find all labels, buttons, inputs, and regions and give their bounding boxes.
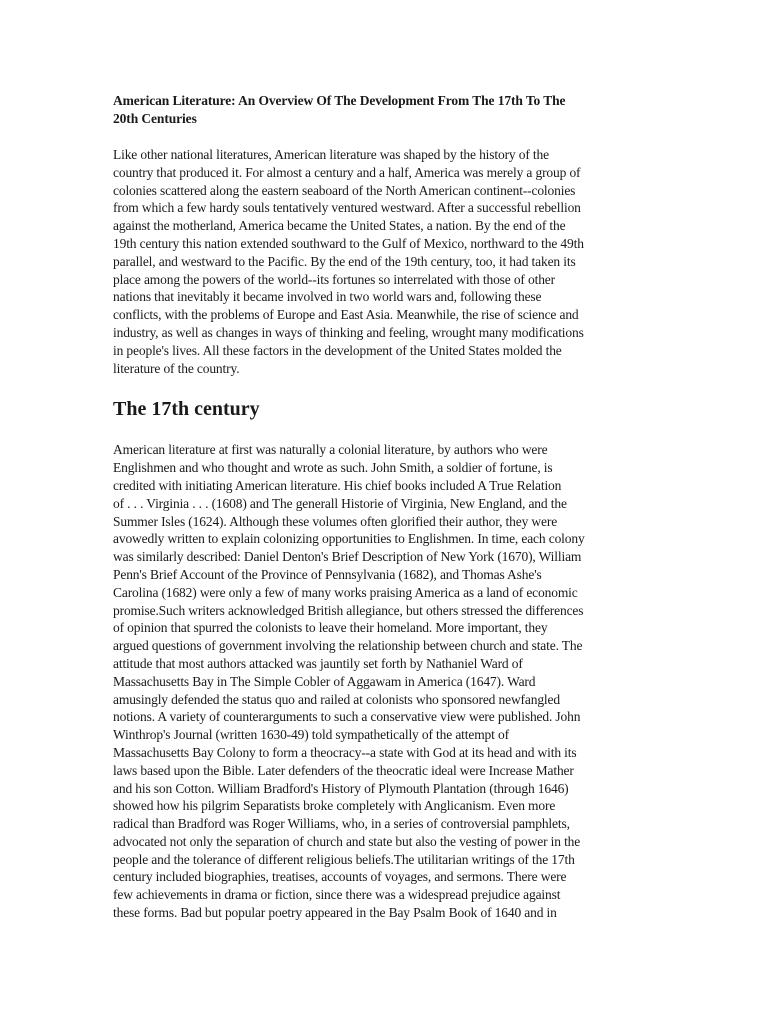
document-title: American Literature: An Overview Of The Development From The 17th To The 20th Centuries xyxy=(113,93,566,126)
document-page xyxy=(113,92,633,922)
intro-paragraph: Like other national literatures, American literature was shaped by the history of the country that produced it. For almost a century and a half, America was merely a group of colonies scattered along the eastern seaboard of the North American continent--colonies from which a few hardy souls tentatively ventured westward. After a successful rebellion against the motherland, America became the United States, a nation. By the end of the 19th century this nation extended southward to the Gulf of Mexico, northward to the 49th parallel, and westward to the Pacific. By the end of the 19th century, too, it had taken its place among the powers of the world--its fortunes so interrelated with those of other nations that inevitably it became involved in two world wars and, following these conflicts, with the problems of Europe and East Asia. Meanwhile, the rise of science and industry, as well as changes in ways of thinking and feeling, wrought many modifications in people's lives. All these factors in the development of the United States molded the literature of the country. xyxy=(113,147,584,376)
section-body-paragraph: American literature at first was naturally a colonial literature, by authors who were Englishmen and who thought and wrote as such. John Smith, a soldier of fortune, is credited with initiating American literature. His chief books included A True Relation of . . . Virginia . . . (1608) and The generall Historie of Virginia, New England, and the Summer Isles (1624). Although these volumes often glorified their author, they were avowedly written to explain colonizing opportunities to Englishmen. In time, each colony was similarly described: Daniel Denton's Brief Description of New York (1670), William Penn's Brief Account of the Province of Pennsylvania (1682), and Thomas Ashe's Carolina (1682) were only a few of many works praising America as a land of economic promise.Such writers acknowledged British allegiance, but others stressed the differences of opinion that spurred the colonists to leave their homeland. More important, they argued questions of government involving the relationship between church and state. The attitude that most authors attacked was jauntily set forth by Nathaniel Ward of Massachusetts Bay in The Simple Cobler of Aggawam in America (1647). Ward amusingly defended the status quo and railed at colonists who sponsored newfangled notions. A variety of counterarguments to such a conservative view were published. John Winthrop's Journal (written 1630-49) told sympathetically of the attempt of Massachusetts Bay Colony to form a theocracy--a state with God at its head and with its laws based upon the Bible. Later defenders of the theocratic ideal were Increase Mather and his son Cotton. William Bradford's History of Plymouth Plantation (through 1646) showed how his pilgrim Separatists broke completely with Anglicanism. Even more radical than Bradford was Roger Williams, who, in a series of controversial pamphlets, advocated not only the separation of church and state but also the vesting of power in the people and the tolerance of different religious beliefs.The utilitarian writings of the 17th century included biographies, treatises, accounts of voyages, and sermons. There were few achievements in drama or fiction, since there was a widespread prejudice against these forms. Bad but popular poetry appeared in the Bay Psalm Book of 1640 and in xyxy=(113,442,585,921)
section-heading-17th-century: The 17th century xyxy=(113,398,260,421)
